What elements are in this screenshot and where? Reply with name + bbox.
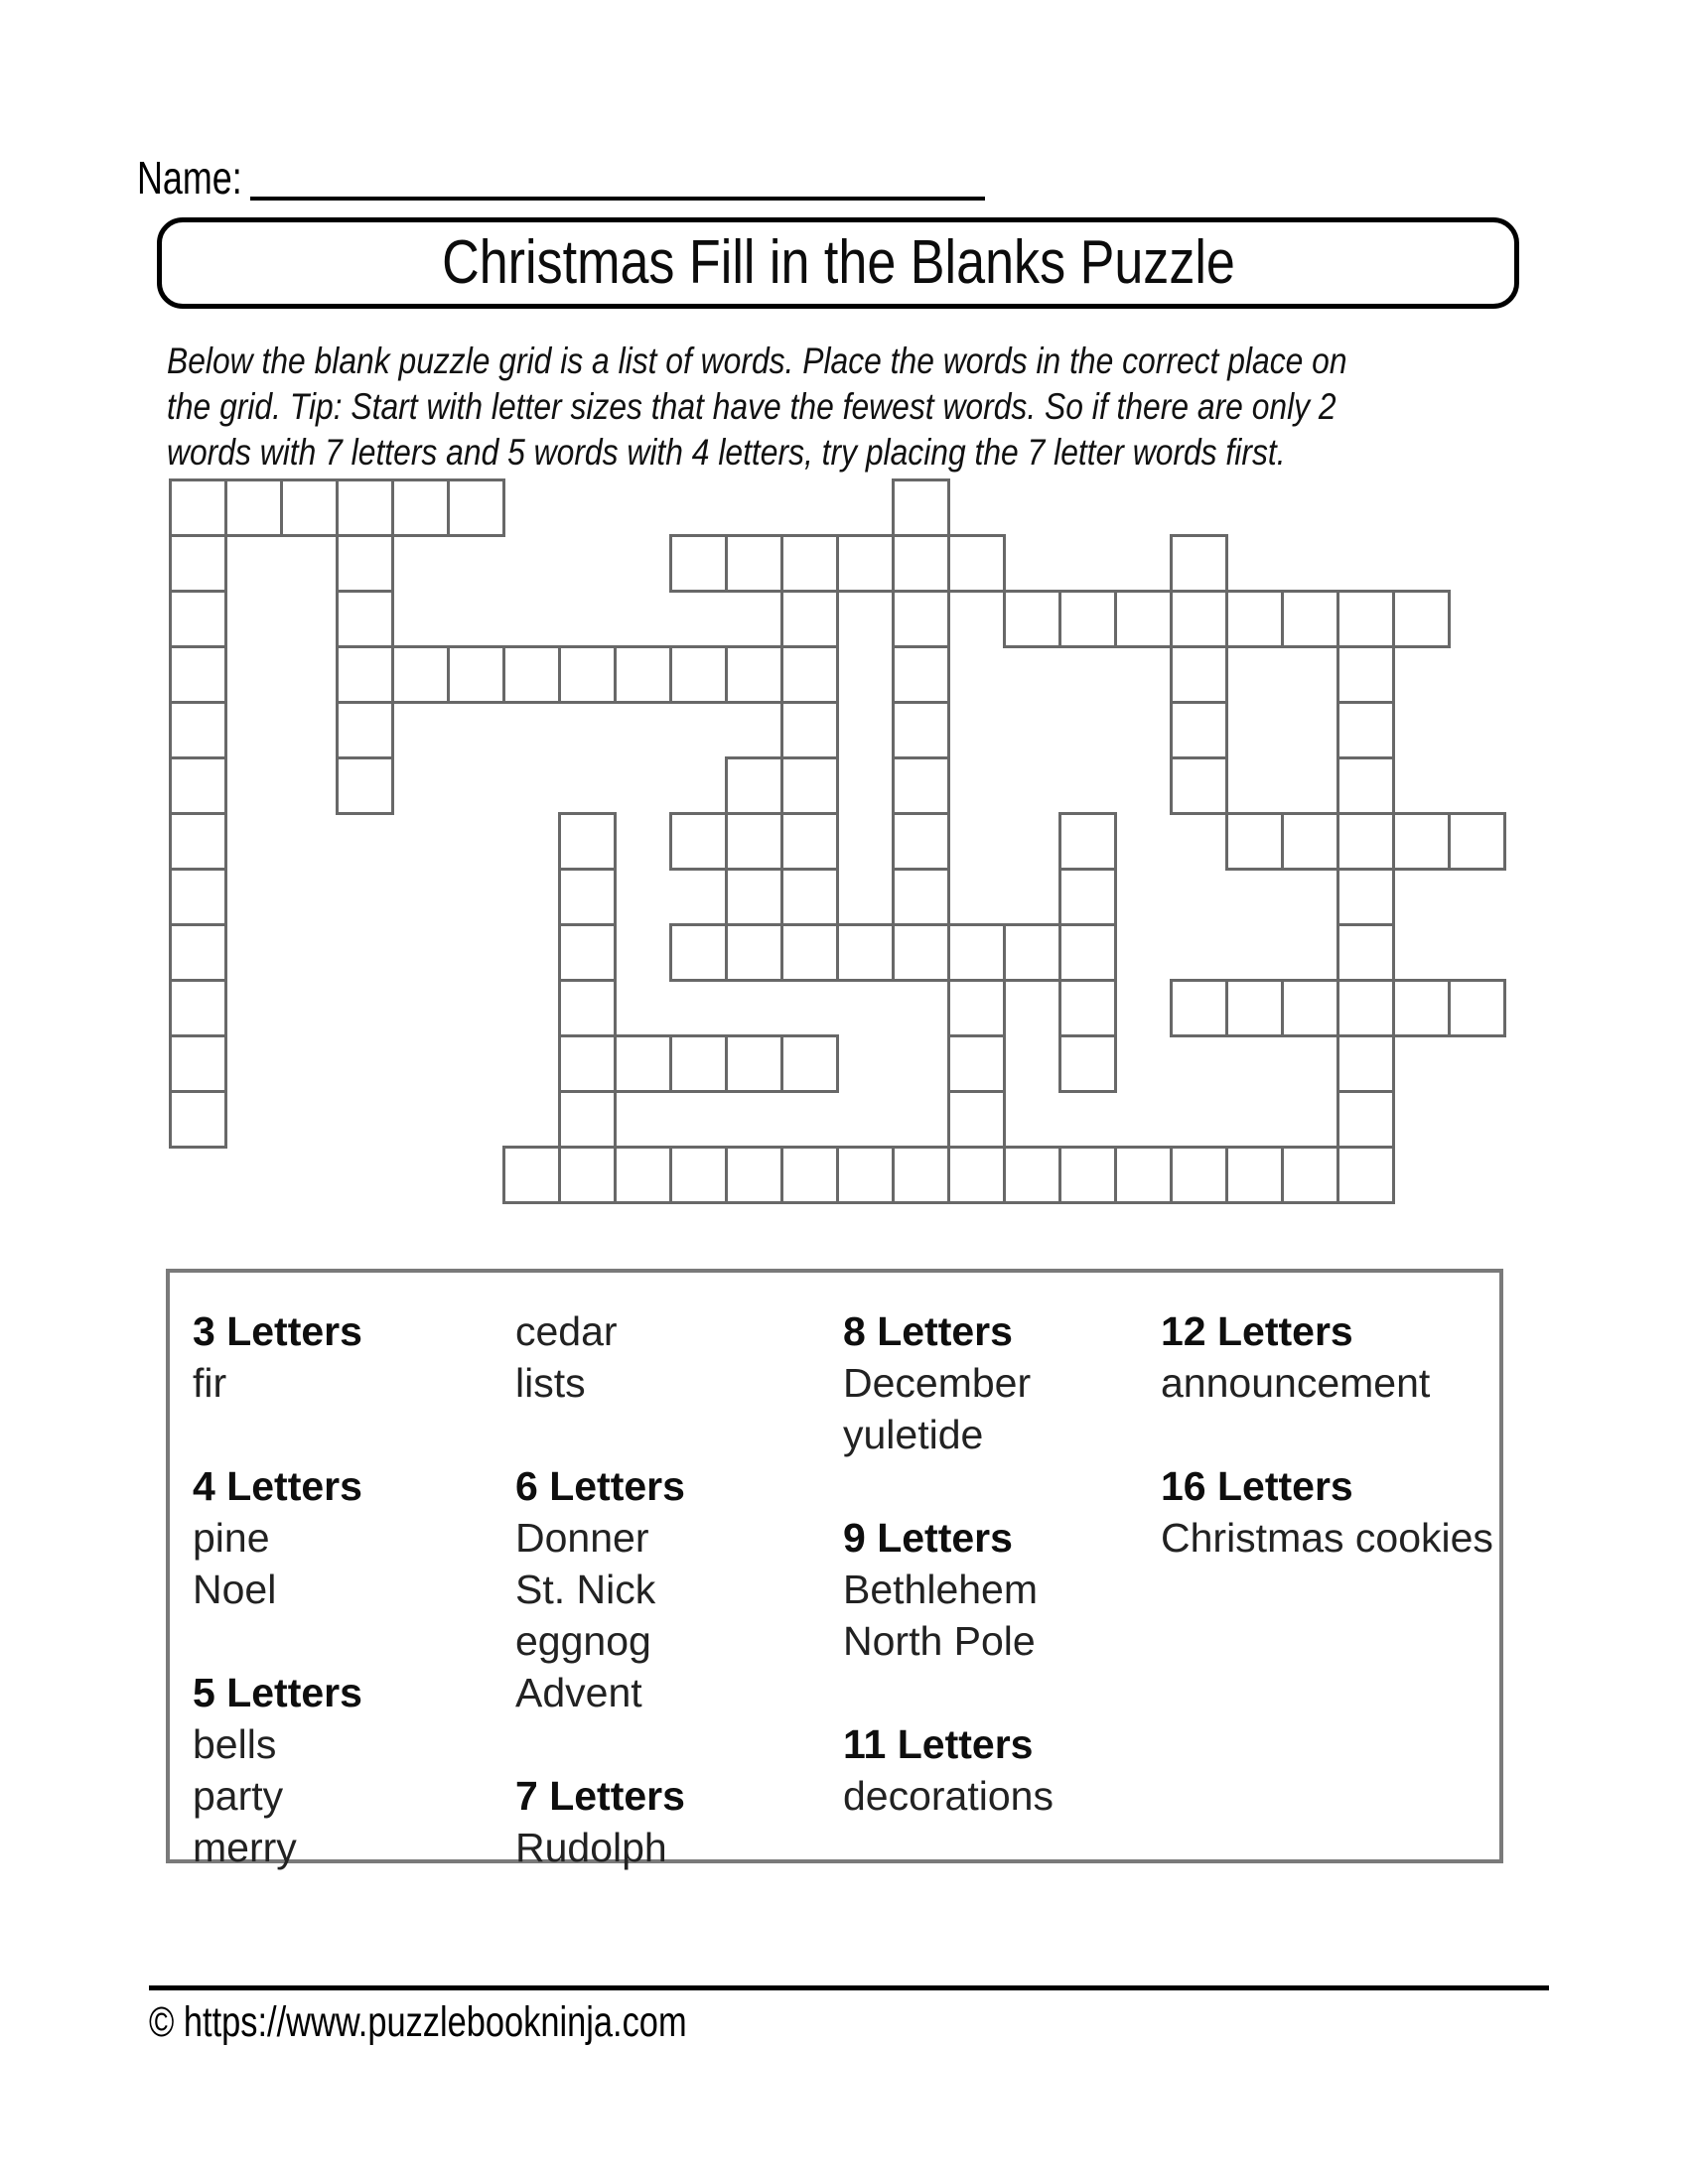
grid-cell [1336,979,1395,1037]
grid-cell [558,1090,617,1149]
grid-cell [947,1034,1006,1093]
word-item: party [193,1773,284,1819]
grid-cell [558,1034,617,1093]
grid-cell [1114,590,1173,648]
grid-cell [1170,590,1228,648]
grid-cell [1058,923,1117,982]
grid-cell [1225,1146,1284,1204]
word-item: Noel [193,1567,277,1612]
grid-cell [669,923,728,982]
grid-cell [1392,590,1451,648]
grid-cell [614,1034,672,1093]
grid-cell [1336,756,1395,815]
grid-cell [614,1146,672,1204]
word-item: cedar [515,1308,618,1354]
grid-cell [1448,812,1506,871]
grid-cell [892,590,950,648]
grid-cell [780,701,839,759]
word-section-header: 5 Letters [193,1670,362,1715]
word-section-header: 9 Letters [843,1515,1013,1561]
grid-cell [1336,812,1395,871]
grid-cell [892,478,950,537]
grid-cell [725,868,783,926]
grid-cell [892,756,950,815]
grid-cell [780,923,839,982]
grid-cell [780,756,839,815]
grid-cell [780,868,839,926]
grid-cell [169,478,227,537]
word-item: eggnog [515,1618,651,1664]
grid-cell [502,1146,561,1204]
word-item: North Pole [843,1618,1036,1664]
word-list-panel [166,1269,1503,1870]
word-item: announcement [1161,1360,1431,1406]
word-section-header: 7 Letters [515,1773,685,1819]
grid-cell [780,1034,839,1093]
grid-cell [780,1146,839,1204]
grid-cell [558,923,617,982]
grid-cell [1170,979,1228,1037]
word-item: yuletide [843,1412,984,1457]
grid-cell [1336,701,1395,759]
grid-cell [169,923,227,982]
grid-cell [836,923,895,982]
grid-cell [1058,812,1117,871]
grid-cell [725,1146,783,1204]
grid-cell [336,701,394,759]
grid-cell [1336,1090,1395,1149]
grid-cell [892,645,950,704]
grid-cell [1392,979,1451,1037]
word-item: merry [193,1825,297,1870]
footer-copyright: © https://www.puzzlebookninja.com [149,1998,687,2046]
grid-cell [224,478,283,537]
word-item: Rudolph [515,1825,667,1870]
grid-cell [780,645,839,704]
grid-cell [336,478,394,537]
word-item: lists [515,1360,586,1406]
grid-cell [1392,812,1451,871]
word-section-header: 6 Letters [515,1463,685,1509]
grid-cell [447,645,505,704]
grid-cell [947,1090,1006,1149]
grid-cell [169,534,227,593]
grid-cell [1170,701,1228,759]
word-item: decorations [843,1773,1054,1819]
grid-cell [892,701,950,759]
grid-cell [725,812,783,871]
grid-cell [1003,1146,1061,1204]
grid-cell [892,1146,950,1204]
page-title: Christmas Fill in the Blanks Puzzle [441,228,1235,297]
grid-cell [391,645,450,704]
grid-cell [1336,645,1395,704]
word-section-header: 4 Letters [193,1463,362,1509]
word-item: St. Nick [515,1567,656,1612]
grid-cell [614,645,672,704]
name-label: Name: [137,152,242,204]
grid-cell [1058,868,1117,926]
grid-cell [1058,1034,1117,1093]
word-item: bells [193,1721,277,1767]
grid-cell [336,645,394,704]
word-section-header: 12 Letters [1161,1308,1353,1354]
word-item: pine [193,1515,270,1561]
grid-cell [169,1034,227,1093]
word-item: Advent [515,1670,642,1715]
grid-cell [1336,590,1395,648]
grid-cell [169,868,227,926]
grid-cell [725,534,783,593]
word-item: Bethlehem [843,1567,1039,1612]
word-item: Donner [515,1515,649,1561]
grid-cell [1336,1034,1395,1093]
grid-cell [725,756,783,815]
grid-cell [1281,590,1339,648]
grid-cell [447,478,505,537]
grid-cell [669,1034,728,1093]
grid-cell [947,534,1006,593]
grid-cell [1336,868,1395,926]
grid-cell [558,645,617,704]
word-section-header: 16 Letters [1161,1463,1353,1509]
instructions-line-3: words with 7 letters and 5 words with 4 letters, try placing the 7 letter words first. [167,432,1286,473]
grid-cell [892,868,950,926]
instructions-line-1: Below the blank puzzle grid is a list of words. Place the words in the correct place on [167,341,1347,381]
grid-cell [1058,1146,1117,1204]
grid-cell [1448,979,1506,1037]
grid-cell [669,534,728,593]
grid-cell [1336,1146,1395,1204]
grid-cell [1225,812,1284,871]
grid-cell [780,812,839,871]
word-item: Christmas cookies [1161,1515,1493,1561]
grid-cell [1170,1146,1228,1204]
grid-cell [1225,590,1284,648]
grid-cell [336,534,394,593]
grid-cell [1114,1146,1173,1204]
grid-cell [1281,979,1339,1037]
grid-cell [558,1146,617,1204]
word-section-header: 8 Letters [843,1308,1013,1354]
grid-cell [1058,590,1117,648]
grid-cell [558,979,617,1037]
grid-cell [836,1146,895,1204]
footer-rule [149,1985,1549,1990]
grid-cell [892,812,950,871]
grid-cell [169,979,227,1037]
grid-cell [669,812,728,871]
grid-cell [336,590,394,648]
instructions-line-2: the grid. Tip: Start with letter sizes that have the fewest words. So if there are only 2 [167,386,1336,427]
grid-cell [669,645,728,704]
grid-cell [892,534,950,593]
grid-cell [1281,1146,1339,1204]
grid-cell [725,645,783,704]
grid-cell [169,590,227,648]
grid-cell [558,868,617,926]
grid-cell [947,979,1006,1037]
grid-cell [1058,979,1117,1037]
grid-cell [169,701,227,759]
grid-cell [947,923,1006,982]
grid-cell [1170,756,1228,815]
grid-cell [669,1146,728,1204]
grid-cell [780,534,839,593]
grid-cell [169,645,227,704]
grid-cell [169,812,227,871]
grid-cell [391,478,450,537]
grid-cell [725,1034,783,1093]
grid-cell [280,478,339,537]
word-item: fir [193,1360,227,1406]
grid-cell [558,812,617,871]
grid-cell [336,756,394,815]
word-item: December [843,1360,1032,1406]
word-section-header: 3 Letters [193,1308,362,1354]
grid-cell [780,590,839,648]
grid-cell [1336,923,1395,982]
grid-cell [169,1090,227,1149]
grid-cell [892,923,950,982]
grid-cell [1281,812,1339,871]
grid-cell [502,645,561,704]
grid-cell [1003,590,1061,648]
grid-cell [1003,923,1061,982]
grid-cell [1170,645,1228,704]
grid-cell [725,923,783,982]
grid-cell [169,756,227,815]
grid-cell [1170,534,1228,593]
grid-cell [947,1146,1006,1204]
grid-cell [836,534,895,593]
grid-cell [1225,979,1284,1037]
word-section-header: 11 Letters [843,1721,1034,1767]
